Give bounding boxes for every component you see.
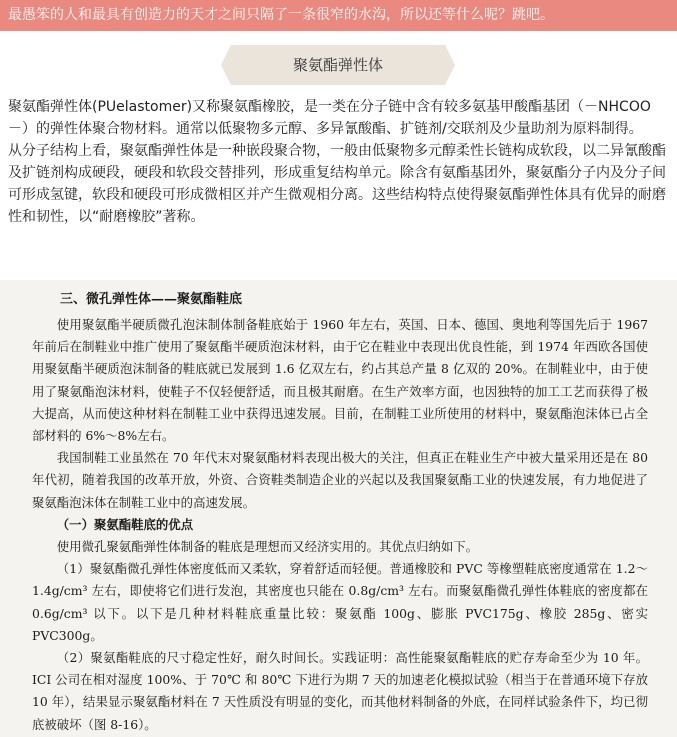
section-title-label — [231, 45, 445, 85]
scan-paragraph: （1）聚氨酯微孔弹性体密度低而又柔软，穿着舒适而轻便。普通橡胶和 PVC 等橡塑鞋底密度通常在 1.2～1.4g/cm³ 左右，即使将它们进行发泡，其密度也只能在 0.8g/cm³ 左右。而聚氨酯微孔弹性体鞋底的密度都在 0.6g/cm³ 以下。以下是几种材料鞋底重量比较：聚氨酯 100g、膨胀 PVC175g、橡胶 285g、密实 PVC300g。 — [32, 561, 648, 643]
scan-body — [32, 314, 648, 736]
scanned-book-page — [0, 280, 677, 737]
scan-paragraph: （2）聚氨酯鞋底的尺寸稳定性好，耐久时间长。实践证明：高性能聚氨酯鞋底的贮存寿命至少为 10 年。ICI 公司在相对湿度 100%、于 70℃ 和 80℃ 下进行为期 7 天的加速老化模拟试验（相当于在普通环境下存放 10 年），结果显示聚氨酯材料在 7 天性质没有明显的变化，而其他材料制备的外底，在同样试验条件下，均已彻底被破坏（图 8-16）。 — [32, 650, 648, 732]
quote-banner — [0, 0, 677, 31]
intro-text — [8, 96, 670, 228]
scan-heading: 三、微孔弹性体——聚氨酯鞋底 — [60, 292, 243, 307]
scan-paragraph: 使用微孔聚氨酯弹性体制备的鞋底是理想而又经济实用的。其优点归纳如下。 — [56, 539, 479, 555]
quote-text: 最愚笨的人和最具有创造力的天才之间只隔了一条很窄的水沟，所以还等什么呢？跳吧。 — [8, 7, 554, 23]
scan-paragraph: 使用聚氨酯半硬质微孔泡沫制体制备鞋底始于 1960 年左右，英国、日本、德国、奥地利等国先后于 1967 年前后在制鞋业中推广使用了聚氨酯半硬质泡沫材料，由于它在鞋业中表现出优良性能，到 1974 年西欧各国使用聚氨酯半硬质泡沫制备的鞋底就已发展到 1.6 亿双左右，约占其总产量 8 亿双的 20%。在制鞋业中，由于使用了聚氨酯泡沫材料，使鞋子不仅轻便舒适，而且极其耐磨。在生产效率方面，也因独特的加工工艺而获得了极大提高，从而使这种材料在制鞋工业中获得迅速发展。目前，在制鞋工业所使用的材料中，聚氨酯泡沫体已占全部材料的 6%～8%左右。 — [32, 317, 648, 444]
intro-paragraph: 从分子结构上看，聚氨酯弹性体是一种嵌段聚合物，一般由低聚物多元醇柔性长链构成软段，以二异氰酸酯及扩链剂构成硬段，硬段和软段交替排列，形成重复结构单元。除含有氨酯基团外，聚氨酯分子内及分子间可形成氢键，软段和硬段可形成微相区并产生微观相分离。这些结构特点使得聚氨酯弹性体具有优异的耐磨性和韧性，以“耐磨橡胶”著称。 — [8, 143, 666, 225]
intro-paragraph: 聚氨酯弹性体(PUelastomer)又称聚氨酯橡胶，是一类在分子链中含有较多氨基甲酸酯基团（－NHCOO－）的弹性体聚合物材料。通常以低聚物多元醇、多异氰酸酯、扩链剂/交联剂及少量助剂为原料制得。 — [8, 99, 651, 137]
scan-subheading: （一）聚氨酯鞋底的优点 — [56, 516, 194, 532]
scan-paragraph: 我国制鞋工业虽然在 70 年代末对聚氨酯材料表现出极大的关注，但真正在鞋业生产中被大量采用还是在 80 年代初，随着我国的改革开放，外资、合资鞋类制造企业的兴起以及我国聚氨酯工业的快速发展，有力地促进了聚氨酯泡沫体在制鞋工业中的高速发展。 — [32, 450, 648, 510]
section-title-text: 聚氨酯弹性体 — [292, 56, 383, 74]
